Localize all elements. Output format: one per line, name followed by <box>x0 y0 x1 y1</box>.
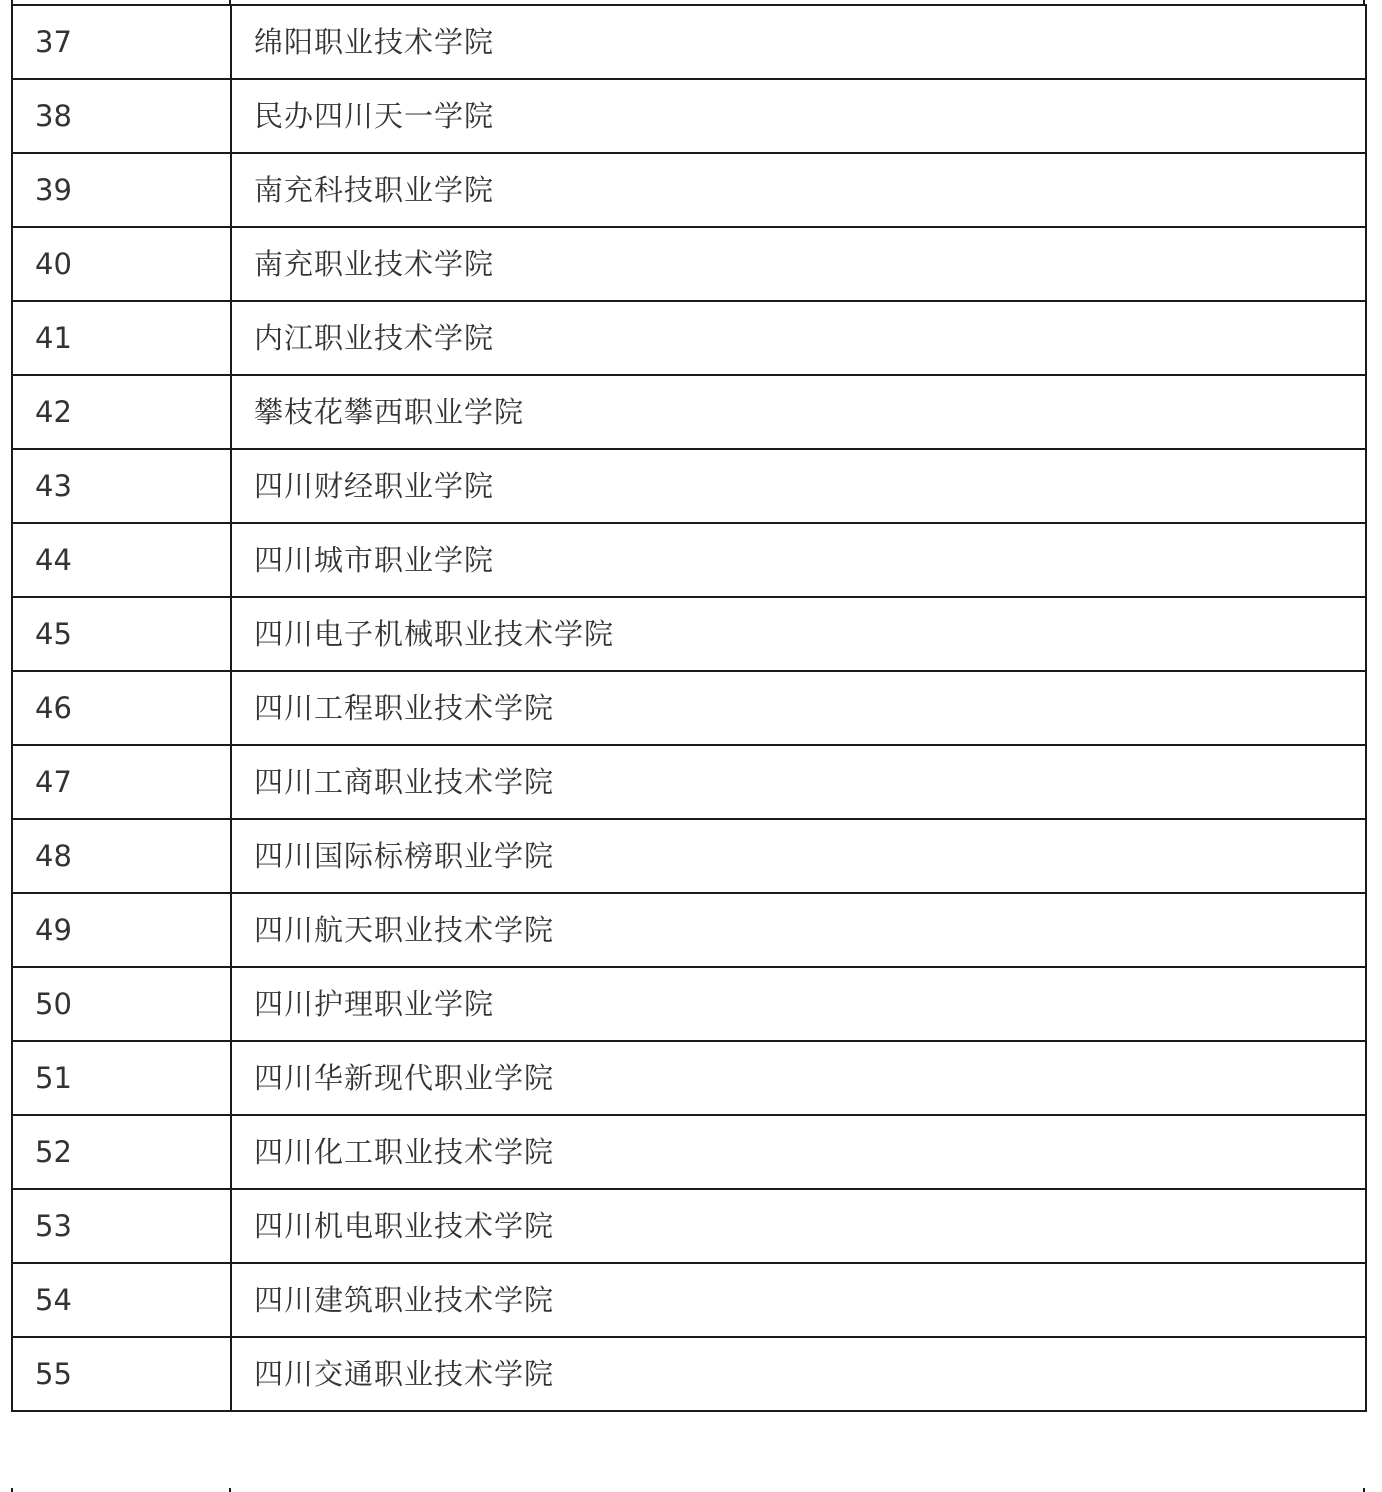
college-name: 四川华新现代职业学院 <box>231 1041 1366 1115</box>
row-number: 50 <box>12 967 231 1041</box>
table-row <box>12 597 1366 671</box>
table-row <box>12 301 1366 375</box>
college-list-table <box>11 4 1365 1412</box>
college-name: 四川建筑职业技术学院 <box>231 1263 1366 1337</box>
table-row <box>12 745 1366 819</box>
college-name: 四川财经职业学院 <box>231 449 1366 523</box>
row-number: 48 <box>12 819 231 893</box>
table-row <box>12 523 1366 597</box>
college-name: 四川交通职业技术学院 <box>231 1337 1366 1411</box>
college-name: 内江职业技术学院 <box>231 301 1366 375</box>
table-row <box>12 227 1366 301</box>
college-name: 民办四川天一学院 <box>231 79 1366 153</box>
table-row <box>12 819 1366 893</box>
college-name: 四川国际标榜职业学院 <box>231 819 1366 893</box>
row-number: 41 <box>12 301 231 375</box>
college-name: 四川化工职业技术学院 <box>231 1115 1366 1189</box>
row-number: 39 <box>12 153 231 227</box>
row-number: 47 <box>12 745 231 819</box>
table-body <box>12 5 1366 1411</box>
college-name: 南充科技职业学院 <box>231 153 1366 227</box>
row-number: 53 <box>12 1189 231 1263</box>
table-row <box>12 1041 1366 1115</box>
table-row <box>12 1189 1366 1263</box>
table-row <box>12 5 1366 79</box>
college-name: 南充职业技术学院 <box>231 227 1366 301</box>
row-number: 54 <box>12 1263 231 1337</box>
college-name: 四川航天职业技术学院 <box>231 893 1366 967</box>
table-border-stub-bottom-left <box>11 1488 13 1492</box>
row-number: 45 <box>12 597 231 671</box>
row-number: 40 <box>12 227 231 301</box>
college-name: 攀枝花攀西职业学院 <box>231 375 1366 449</box>
table-row <box>12 1263 1366 1337</box>
table-row <box>12 375 1366 449</box>
college-name: 四川机电职业技术学院 <box>231 1189 1366 1263</box>
row-number: 52 <box>12 1115 231 1189</box>
table-row <box>12 449 1366 523</box>
row-number: 46 <box>12 671 231 745</box>
table-border-stub-bottom-right <box>1363 1488 1365 1492</box>
table-row <box>12 153 1366 227</box>
college-name: 四川工程职业技术学院 <box>231 671 1366 745</box>
row-number: 37 <box>12 5 231 79</box>
row-number: 49 <box>12 893 231 967</box>
table-row <box>12 1115 1366 1189</box>
college-name: 四川工商职业技术学院 <box>231 745 1366 819</box>
table-row <box>12 893 1366 967</box>
college-name: 绵阳职业技术学院 <box>231 5 1366 79</box>
row-number: 38 <box>12 79 231 153</box>
row-number: 44 <box>12 523 231 597</box>
row-number: 55 <box>12 1337 231 1411</box>
table-border-stub-bottom-mid <box>229 1488 231 1492</box>
college-name: 四川护理职业学院 <box>231 967 1366 1041</box>
row-number: 43 <box>12 449 231 523</box>
table-row <box>12 1337 1366 1411</box>
row-number: 51 <box>12 1041 231 1115</box>
row-number: 42 <box>12 375 231 449</box>
college-name: 四川城市职业学院 <box>231 523 1366 597</box>
table-row <box>12 967 1366 1041</box>
table-row <box>12 671 1366 745</box>
college-name: 四川电子机械职业技术学院 <box>231 597 1366 671</box>
table-row <box>12 79 1366 153</box>
